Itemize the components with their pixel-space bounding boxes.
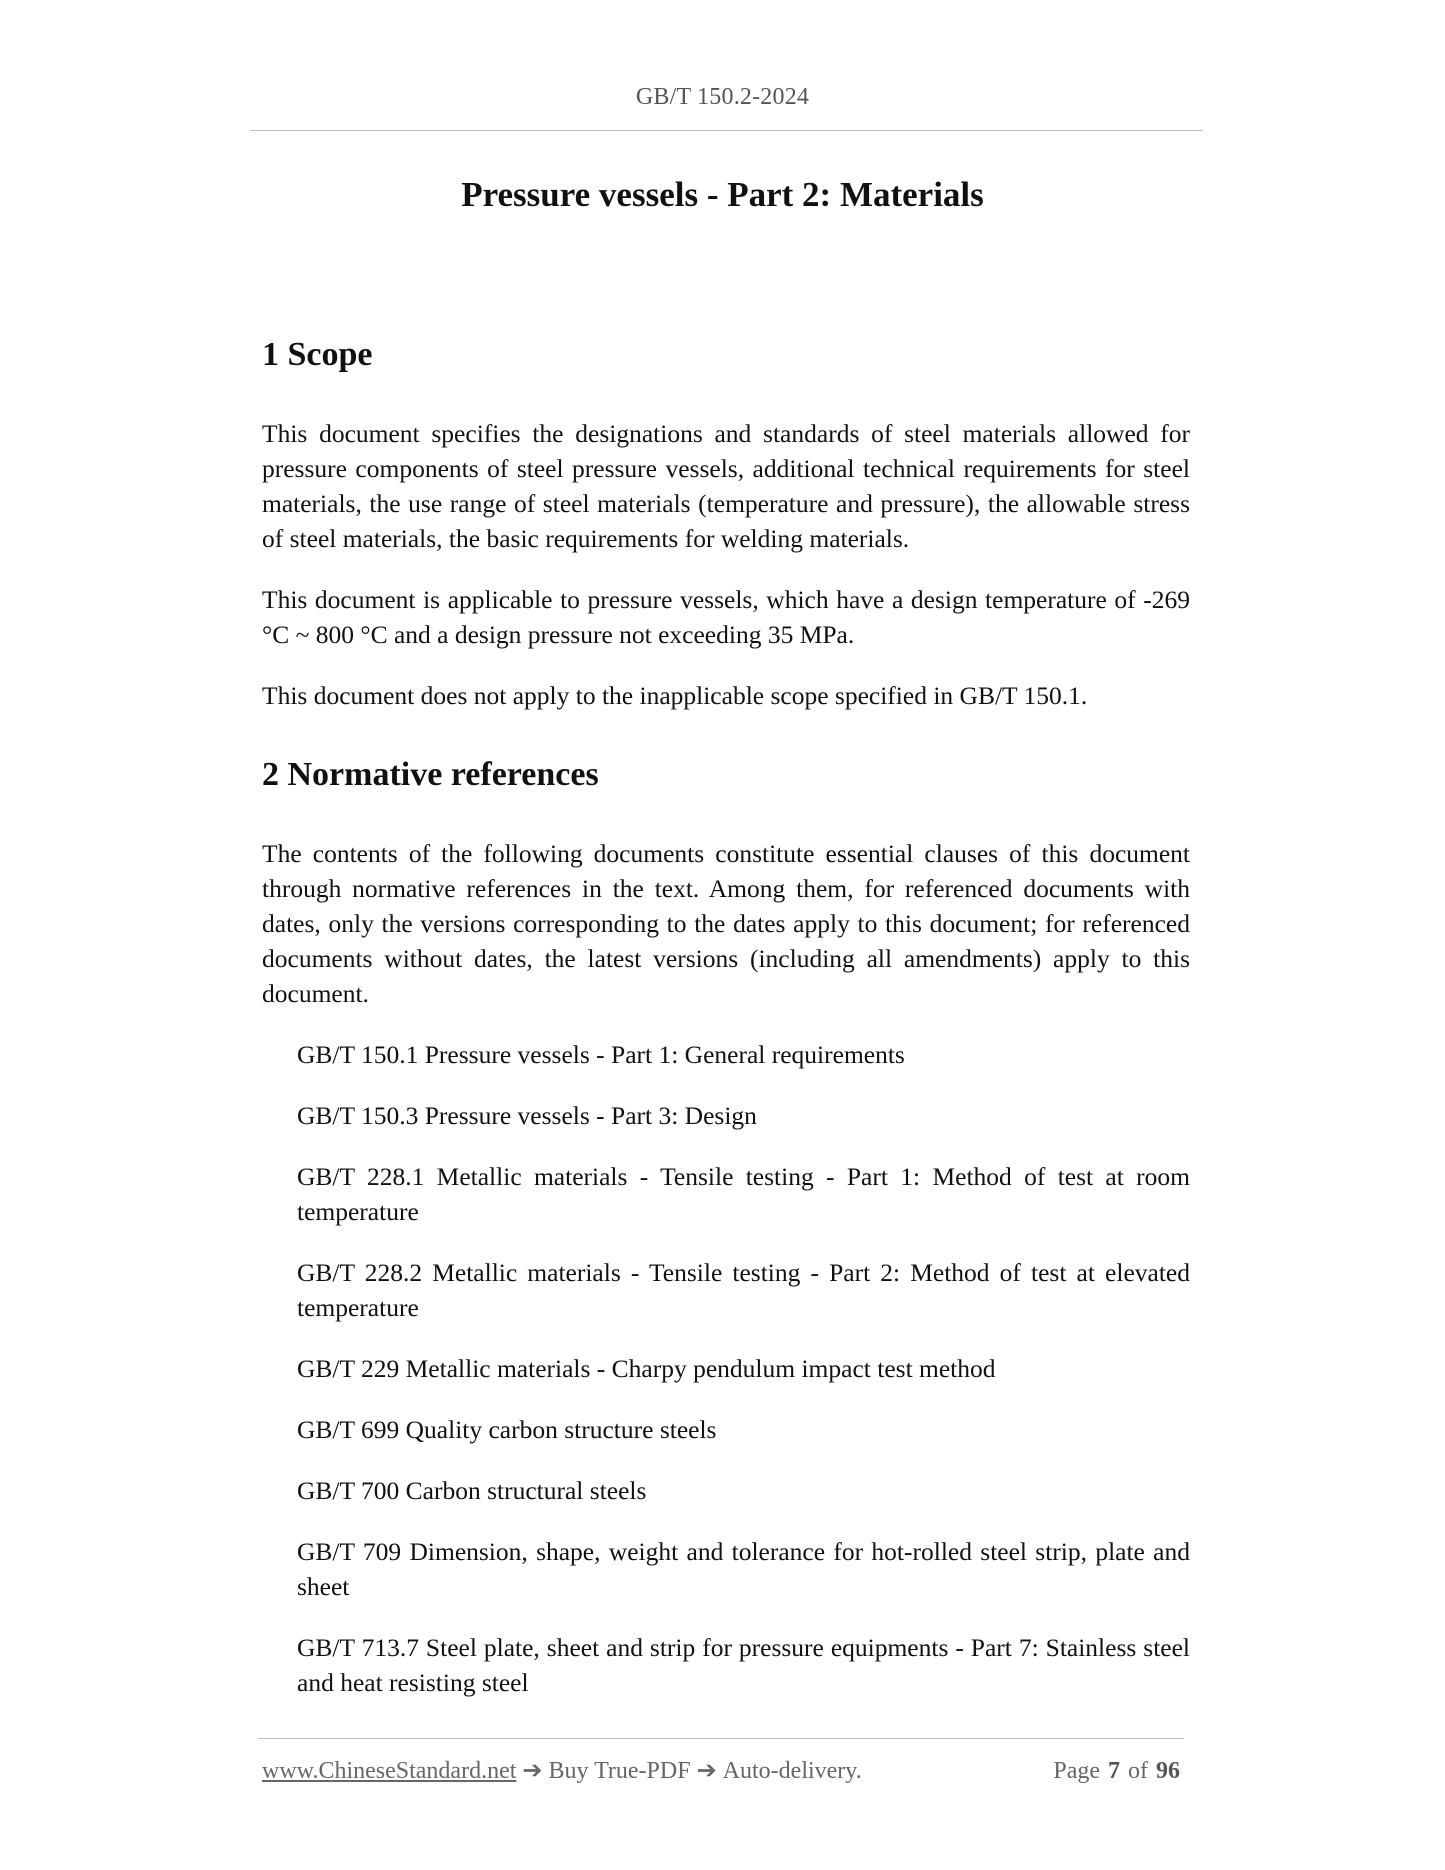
reference-item: GB/T 228.1 Metallic materials - Tensile testing - Part 1: Method of test at room temperature [297, 1162, 1190, 1226]
section-heading-scope: 1 Scope [262, 336, 373, 373]
section-heading-normative-references: 2 Normative references [262, 756, 599, 793]
page-footer [262, 1756, 1180, 1785]
reference-item: GB/T 700 Carbon structural steels [297, 1476, 647, 1505]
scope-paragraph: This document specifies the designations and standards of steel materials allowed for pressure components of steel pressure vessels, additional technical requirements for steel materials, the use range of steel materials (temperature and pressure), the allowable stress of steel materials, the basic requirements for welding materials. [262, 419, 1190, 553]
footer-divider [258, 1738, 1184, 1739]
buy-true-pdf-text: Buy True-PDF [548, 1758, 691, 1784]
document-title: Pressure vessels - Part 2: Materials [461, 175, 984, 214]
reference-item: GB/T 150.3 Pressure vessels - Part 3: Design [297, 1101, 757, 1130]
reference-item: GB/T 699 Quality carbon structure steels [297, 1415, 717, 1444]
scope-paragraph: This document is applicable to pressure vessels, which have a design temperature of -269 °C ~ 800 °C and a design pressure not exceeding 35 MPa. [262, 585, 1190, 649]
reference-item: GB/T 228.2 Metallic materials - Tensile testing - Part 2: Method of test at elevated temperature [297, 1258, 1190, 1322]
running-header: GB/T 150.2-2024 [635, 84, 810, 110]
page-current: 7 [1108, 1758, 1120, 1784]
page-of-label: of [1128, 1758, 1148, 1784]
page-total: 96 [1156, 1758, 1180, 1784]
reference-item: GB/T 709 Dimension, shape, weight and tolerance for hot-rolled steel strip, plate and sheet [297, 1537, 1190, 1601]
page-label: Page [1053, 1758, 1100, 1784]
website-link[interactable]: www.ChineseStandard.net [262, 1758, 517, 1784]
normative-references-paragraph: The contents of the following documents constitute essential clauses of this document through normative references in the text. Among them, for referenced documents with dates, only the versions corresponding to the dates apply to this document; for referenced documents without dates, the latest versions (including all amendments) apply to this document. [262, 839, 1190, 1008]
arrow-right-icon: ➔ [696, 1758, 717, 1784]
arrow-right-icon: ➔ [522, 1758, 543, 1784]
reference-item: GB/T 713.7 Steel plate, sheet and strip for pressure equipments - Part 7: Stainless steel and heat resisting steel [297, 1633, 1190, 1697]
header-divider [250, 130, 1203, 131]
auto-delivery-text: Auto-delivery. [722, 1758, 862, 1784]
document-body [262, 330, 1190, 1726]
page-indicator [1053, 1758, 1180, 1785]
reference-item: GB/T 229 Metallic materials - Charpy pendulum impact test method [297, 1354, 996, 1383]
scope-paragraph: This document does not apply to the inapplicable scope specified in GB/T 150.1. [262, 681, 1088, 710]
reference-list [262, 1037, 1190, 1700]
reference-item: GB/T 150.1 Pressure vessels - Part 1: General requirements [297, 1040, 905, 1069]
footer-promo [262, 1756, 862, 1785]
